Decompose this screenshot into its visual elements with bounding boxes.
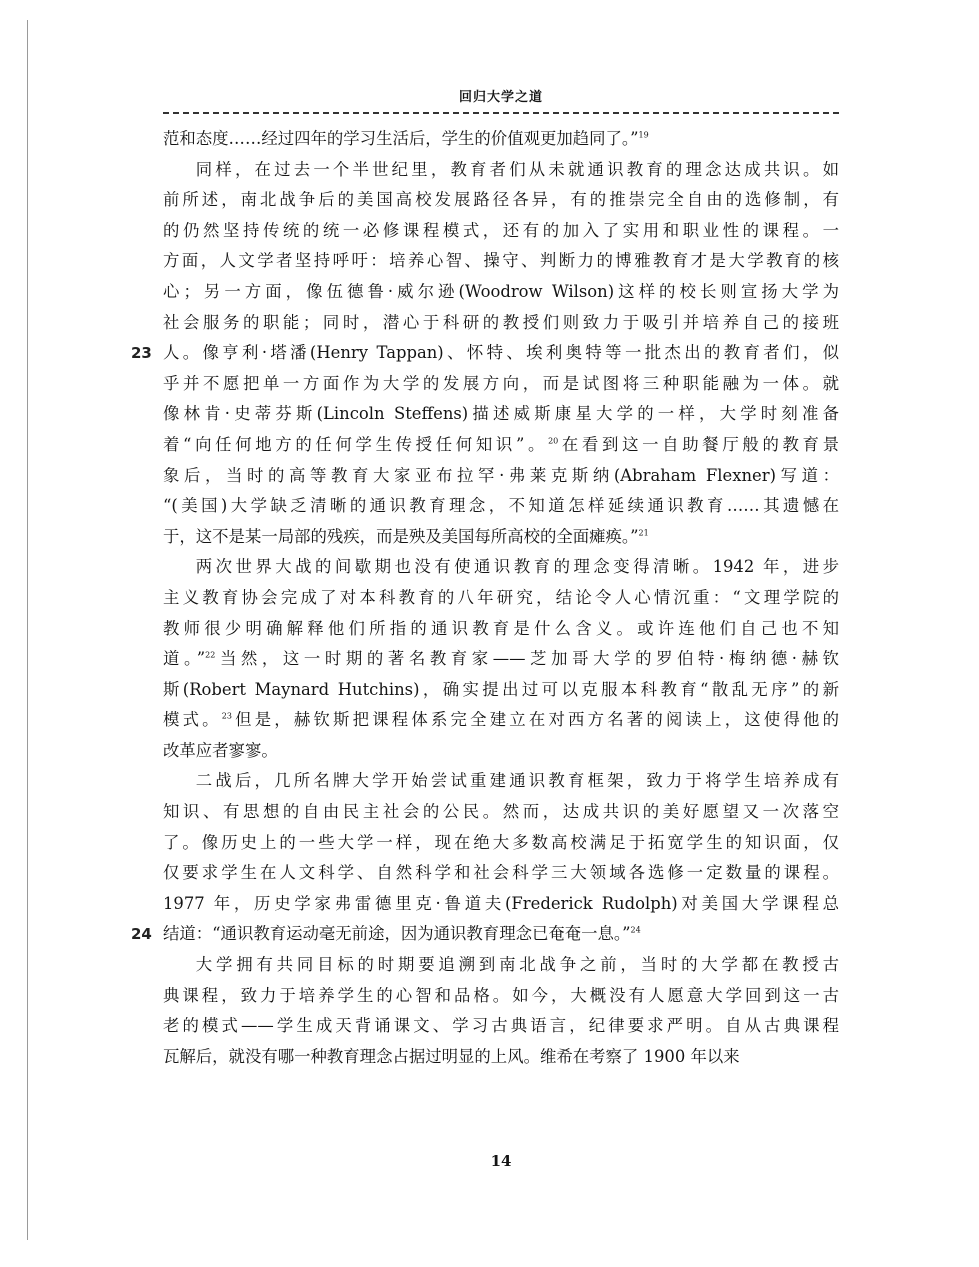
- text-run: 方面，人文学者坚持呼吁：培养心智、操守、判断力的博雅教育才是大学教育的核: [163, 251, 839, 271]
- text-run: 1977 年，历史学家弗雷德里克·鲁道夫(Frederick Rudolph)对美国大学课程总: [163, 893, 839, 913]
- text-run: 但是，赫钦斯把课程体系完全建立在对西方名著的阅读上，这使得他的: [231, 710, 839, 730]
- text-run: 模式。: [163, 710, 222, 730]
- paragraph: [163, 950, 839, 1072]
- text-line: [163, 246, 839, 277]
- text-run: 大学拥有共同目标的时期要追溯到南北战争之前，当时的大学都在教授古: [195, 955, 839, 975]
- paragraph: [131, 766, 839, 950]
- text-run: 改革应者寥寥。: [163, 740, 278, 760]
- footnote-ref: 21: [638, 528, 649, 538]
- page-number: 14: [490, 1152, 512, 1170]
- footnote-ref: 24: [630, 925, 641, 935]
- text-run: 知识、有思想的自由民主社会的公民。然而，达成共识的美好愿望又一次落空: [163, 802, 839, 822]
- header-rule: [163, 112, 839, 114]
- text-line: [131, 919, 839, 950]
- text-line: [163, 858, 839, 889]
- text-run: 道。”: [163, 649, 206, 669]
- text-line: [131, 338, 839, 369]
- text-run: 象后，当时的高等教育大家亚布拉罕·弗莱克斯纳(Abraham Flexner)写道：: [163, 465, 839, 485]
- text-line: [163, 522, 839, 553]
- margin-note-number: 24: [131, 925, 152, 944]
- text-line: [163, 675, 839, 706]
- text-run: 仅要求学生在人文科学、自然科学和社会科学三大领域各选修一定数量的课程。: [163, 863, 839, 883]
- text-run: 当然，这一时期的著名教育家——芝加哥大学的罗伯特·梅纳德·赫钦: [215, 649, 839, 669]
- text-line: [163, 614, 839, 645]
- text-line: [163, 124, 839, 155]
- book-page: [131, 88, 840, 1198]
- text-run: 人。像亨利·塔潘(Henry Tappan)、怀特、埃利奥特等一批杰出的教育者们，似: [163, 343, 839, 363]
- text-line: [163, 736, 839, 767]
- text-line: [163, 461, 839, 492]
- paragraph: [163, 124, 839, 155]
- body-text: [131, 124, 840, 1072]
- text-run: 乎并不愿把单一方面作为大学的发展方向，而是试图将三种职能融为一体。就: [163, 373, 839, 393]
- text-run: 同样，在过去一个半世纪里，教育者们从未就通识教育的理念达成共识。如: [195, 159, 839, 179]
- text-line: [163, 185, 839, 216]
- text-run: 的仍然坚持传统的统一必修课程模式，还有的加入了实用和职业性的课程。一: [163, 220, 839, 240]
- text-run: 两次世界大战的间歇期也没有使通识教育的理念变得清晰。1942 年，进步: [195, 557, 839, 577]
- text-run: 结道：“通识教育运动毫无前途，因为通识教育理念已奄奄一息。”: [163, 924, 631, 944]
- footnote-ref: 23: [221, 711, 232, 721]
- footnote-ref: 22: [205, 650, 216, 660]
- text-line: [163, 828, 839, 859]
- text-line: [163, 1042, 839, 1073]
- text-run: 典课程，致力于培养学生的心智和品格。如今，大概没有人愿意大学回到这一古: [163, 985, 839, 1005]
- text-line: [163, 308, 839, 339]
- text-line: [163, 583, 839, 614]
- footnote-ref: 19: [638, 130, 649, 140]
- text-line: [163, 950, 839, 981]
- text-line: [163, 552, 839, 583]
- text-line: [163, 277, 839, 308]
- text-line: [163, 766, 839, 797]
- text-line: [163, 889, 839, 920]
- text-run: 二战后，几所名牌大学开始尝试重建通识教育框架，致力于将学生培养成有: [195, 771, 839, 791]
- text-line: [163, 216, 839, 247]
- text-line: [163, 369, 839, 400]
- text-line: [163, 644, 839, 675]
- text-run: 像林肯·史蒂芬斯(Lincoln Steffens)描述威斯康星大学的一样，大学时刻准备: [163, 404, 839, 424]
- text-line: [163, 399, 839, 430]
- text-run: 斯(Robert Maynard Hutchins)，确实提出过可以克服本科教育“散乱无序”的新: [163, 679, 839, 699]
- text-run: 主义教育协会完成了对本科教育的八年研究，结论令人心情沉重：“文理学院的: [163, 587, 839, 607]
- paragraph: [131, 155, 840, 553]
- text-run: 瓦解后，就没有哪一种教育理念占据过明显的上风。维希在考察了 1900 年以来: [163, 1046, 740, 1066]
- text-run: 前所述，南北战争后的美国高校发展路径各异，有的推崇完全自由的选修制，有: [163, 190, 839, 210]
- text-run: “(美国)大学缺乏清晰的通识教育理念，不知道怎样延续通识教育……其遗憾在: [163, 496, 839, 516]
- text-line: [163, 981, 839, 1012]
- running-head: 回归大学之道: [458, 90, 543, 105]
- text-run: 在看到这一自助餐厅般的教育景: [558, 434, 840, 454]
- text-run: 老的模式——学生成天背诵课文、学习古典语言，纪律要求严明。自从古典课程: [163, 1016, 839, 1036]
- text-run: 着“向任何地方的任何学生传授任何知识”。: [163, 434, 549, 454]
- text-line: [163, 705, 839, 736]
- text-run: 教师很少明确解释他们所指的通识教育是什么含义。或许连他们自己也不知: [163, 618, 839, 638]
- text-run: 心；另一方面，像伍德鲁·威尔逊(Woodrow Wilson)这样的校长则宣扬大学为: [163, 281, 839, 301]
- text-line: [163, 155, 839, 186]
- text-line: [163, 491, 839, 522]
- paragraph: [163, 552, 839, 766]
- text-line: [163, 797, 839, 828]
- text-line: [163, 430, 839, 461]
- text-run: 于，这不是某一局部的残疾，而是殃及美国每所高校的全面瘫痪。”: [163, 526, 639, 546]
- footnote-ref: 20: [548, 436, 559, 446]
- margin-note-number: 23: [131, 344, 152, 363]
- binding-edge-line: [27, 20, 28, 1240]
- text-run: 社会服务的职能；同时，潜心于科研的教授们则致力于吸引并培养自己的接班: [163, 312, 839, 332]
- text-run: 范和态度……经过四年的学习生活后，学生的价值观更加趋同了。”: [163, 129, 639, 148]
- text-run: 了。像历史上的一些大学一样，现在绝大多数高校满足于拓宽学生的知识面，仅: [163, 832, 839, 852]
- text-line: [163, 1011, 839, 1042]
